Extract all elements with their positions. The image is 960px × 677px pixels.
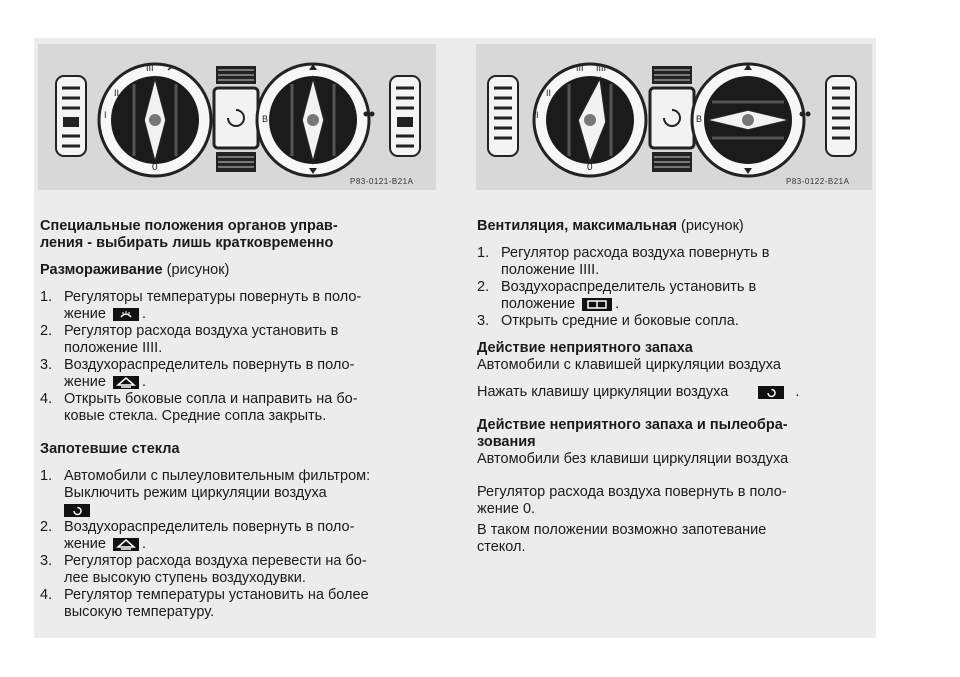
control-panel-figure-left [38,44,436,190]
odor-dust-instruction: Регулятор расхода воздуха повернуть в поло- жение 0. [477,484,787,517]
face-vent-icon [582,298,612,311]
list-item: 2. Регулятор расхода воздуха установить в положение IIII. [40,323,339,356]
list-item: 4. Открыть боковые сопла и направить на бо- ковые стекла. Средние сопла закрыть. [40,391,358,424]
side-vent-right [390,76,420,156]
fan-speed-dial [534,63,646,176]
defrost-steps [40,289,440,425]
recirculation-button [214,66,258,172]
air-distribution-dial [692,64,811,176]
side-vent-right [826,76,856,156]
dial-mark-two: II [546,88,552,98]
odor-dust-condition: Автомобили без клавиши циркуляции воздуха [477,451,789,467]
list-item: 2. Воздухораспределитель установить в положение . [477,279,757,312]
dial-mark-b: B [262,114,269,124]
left-column [40,218,440,621]
side-vent-left [56,76,86,156]
recirculation-button [650,66,694,172]
control-panel-figure-right [476,44,872,190]
recirculation-icon [64,504,90,517]
vent-steps [477,245,877,330]
odor-dust-heading-cont: зования [477,434,536,450]
control-panel-illustration-right [476,44,872,190]
dial-mark-one: I [104,110,107,120]
odor-condition: Автомобили с клавишей циркуляции воздуха [477,357,781,373]
section-title-cont: ления - выбирать лишь кратковременно [40,235,334,251]
list-item: 3. Воздухораспределитель повернуть в поло- жение . [40,357,355,390]
fogged-steps [40,468,440,621]
windshield-airflow-icon [113,538,139,551]
odor-instruction: Нажать клавишу циркуляции воздуха . [477,384,800,400]
section-title: Специальные положения органов управ- [40,218,338,234]
dial-mark-zero: 0 [587,162,593,173]
air-distribution-dial [257,64,375,176]
dial-mark-zero: 0 [152,162,158,173]
vent-heading: Вентиляция, максимальная (рисунок) [477,218,744,234]
figure-code: P83-0122-B21A [786,177,850,186]
list-item: 1. Автомобили с пылеуловительным фильтром: Выключить режим циркуляции воздуха [40,468,440,519]
dial-mark-one: I [536,110,539,120]
list-item: 1. Регулятор расхода воздуха повернуть в положение IIII. [477,245,770,278]
list-item: 3. Открыть средние и боковые сопла. [477,313,739,329]
fan-speed-dial [99,63,211,176]
control-panel-illustration-left [38,44,436,190]
dial-mark-three: III [576,63,584,73]
recirculation-icon [758,386,784,399]
figure-code: P83-0121-B21A [350,177,414,186]
dial-mark-four: IIII [596,63,607,73]
list-item: 1. Регуляторы температуры повернуть в поло- жение . [40,289,362,322]
list-item: 2. Воздухораспределитель повернуть в поло- жение . [40,519,355,552]
list-item: 4. Регулятор температуры установить на более высокую температуру. [40,587,369,620]
odor-dust-note: В таком положении возможно запотевание стекол. [477,522,767,555]
windshield-airflow-icon [113,376,139,389]
fogged-heading: Запотевшие стекла [40,441,180,457]
defrost-heading: Размораживание (рисунок) [40,262,230,278]
list-item: 3. Регулятор расхода воздуха перевести на бо- лее высокую ступень воздуходувки. [40,553,367,586]
dial-mark-two: II [114,88,120,98]
dial-mark-three: III [146,63,154,73]
dial-mark-b: B [696,114,703,124]
windshield-defrost-icon [113,308,139,321]
side-vent-left [488,76,518,156]
odor-heading: Действие неприятного запаха [477,340,693,356]
right-column [477,218,877,556]
odor-dust-heading: Действие неприятного запаха и пылеобра- [477,417,788,433]
